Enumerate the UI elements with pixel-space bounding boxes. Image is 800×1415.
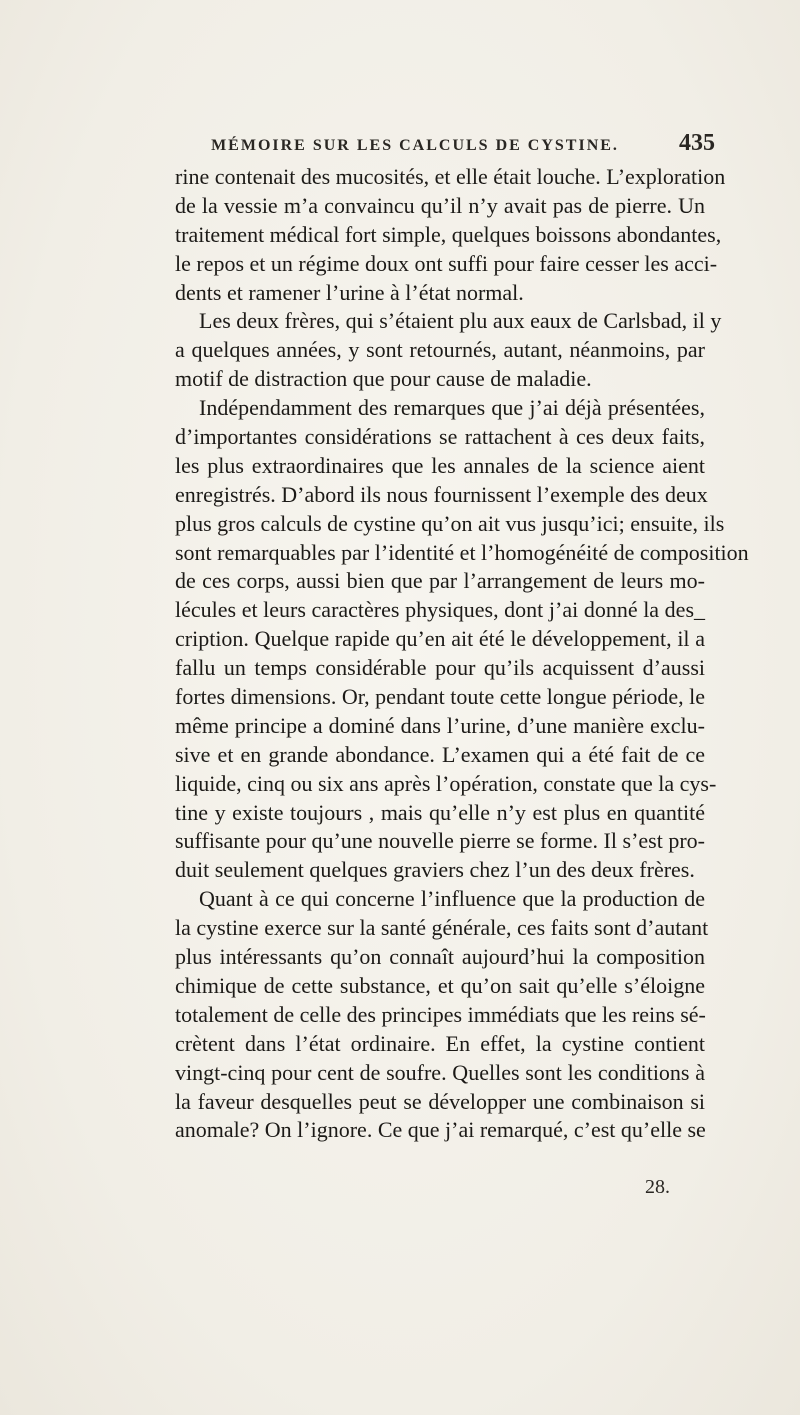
text-line: d’importantes considérations se rattachent à ces deux faits,: [175, 424, 705, 450]
text-line: le repos et un régime doux ont suffi pour faire cesser les acci-: [175, 250, 718, 276]
text-line: crètent dans l’état ordinaire. En effet, la cystine contient: [175, 1030, 705, 1056]
text-line: la faveur desquelles peut se développer une combinaison si: [175, 1088, 705, 1114]
text-line: suffisante pour qu’une nouvelle pierre se forme. Il s’est pro-: [175, 828, 705, 854]
text-line: chimique de cette substance, et qu’on sait qu’elle s’éloigne: [175, 972, 705, 998]
text-line: rine contenait des mucosités, et elle était louche. L’exploration: [175, 164, 726, 189]
text-line: fortes dimensions. Or, pendant toute cette longue période, le: [175, 684, 706, 710]
text-line: tine y existe toujours , mais qu’elle n’y est plus en quantité: [175, 799, 705, 825]
text-line: Les deux frères, qui s’étaient plu aux eaux de Carlsbad, il y: [199, 308, 722, 334]
text-line: même principe a dominé dans l’urine, d’une manière exclu-: [175, 712, 705, 738]
text-line: de la vessie m’a convaincu qu’il n’y avait pas de pierre. Un: [175, 192, 705, 218]
text-line: a quelques années, y sont retournés, autant, néanmoins, par: [175, 337, 705, 363]
text-line: anomale? On l’ignore. Ce que j’ai remarqué, c’est qu’elle se: [175, 1117, 706, 1143]
text-line: plus intéressants qu’on connaît aujourd’hui la composition: [175, 944, 705, 970]
text-line: motif de distraction que pour cause de maladie.: [175, 366, 592, 392]
text-line: sont remarquables par l’identité et l’homogénéité de composition: [175, 539, 749, 565]
text-line: duit seulement quelques graviers chez l’un des deux frères.: [175, 857, 695, 883]
text-line: Indépendamment des remarques que j’ai déjà présentées,: [199, 395, 705, 421]
page-number: 435: [679, 130, 715, 156]
text-line: lécules et leurs caractères physiques, dont j’ai donné la des_: [175, 597, 705, 623]
body-text: [175, 163, 749, 1145]
text-line: totalement de celle des principes immédiats que les reins sé-: [175, 1001, 706, 1027]
text-line: les plus extraordinaires que les annales de la science aient: [175, 452, 705, 478]
text-line: de ces corps, aussi bien que par l’arrangement de leurs mo-: [175, 568, 705, 594]
text-line: la cystine exerce sur la santé générale, ces faits sont d’autant: [175, 915, 709, 941]
signature-mark: 28.: [645, 1176, 670, 1198]
running-title: MÉMOIRE SUR LES CALCULS DE CYSTINE.: [211, 137, 619, 154]
text-line: cription. Quelque rapide qu’en ait été le développement, il a: [175, 626, 705, 652]
text-line: Quant à ce qui concerne l’influence que la production de: [199, 886, 705, 912]
text-line: plus gros calculs de cystine qu’on ait vus jusqu’ici; ensuite, ils: [175, 510, 725, 536]
text-line: liquide, cinq ou six ans après l’opération, constate que la cys-: [175, 770, 717, 796]
text-line: fallu un temps considérable pour qu’ils acquissent d’aussi: [175, 655, 705, 681]
text-line: vingt-cinq pour cent de soufre. Quelles sont les conditions à: [175, 1059, 705, 1085]
text-line: sive et en grande abondance. L’examen qui a été fait de ce: [175, 741, 705, 767]
text-line: traitement médical fort simple, quelques boissons abondantes,: [175, 221, 722, 247]
text-line: dents et ramener l’urine à l’état normal.: [175, 279, 524, 305]
text-line: enregistrés. D’abord ils nous fournissent l’exemple des deux: [175, 481, 708, 507]
